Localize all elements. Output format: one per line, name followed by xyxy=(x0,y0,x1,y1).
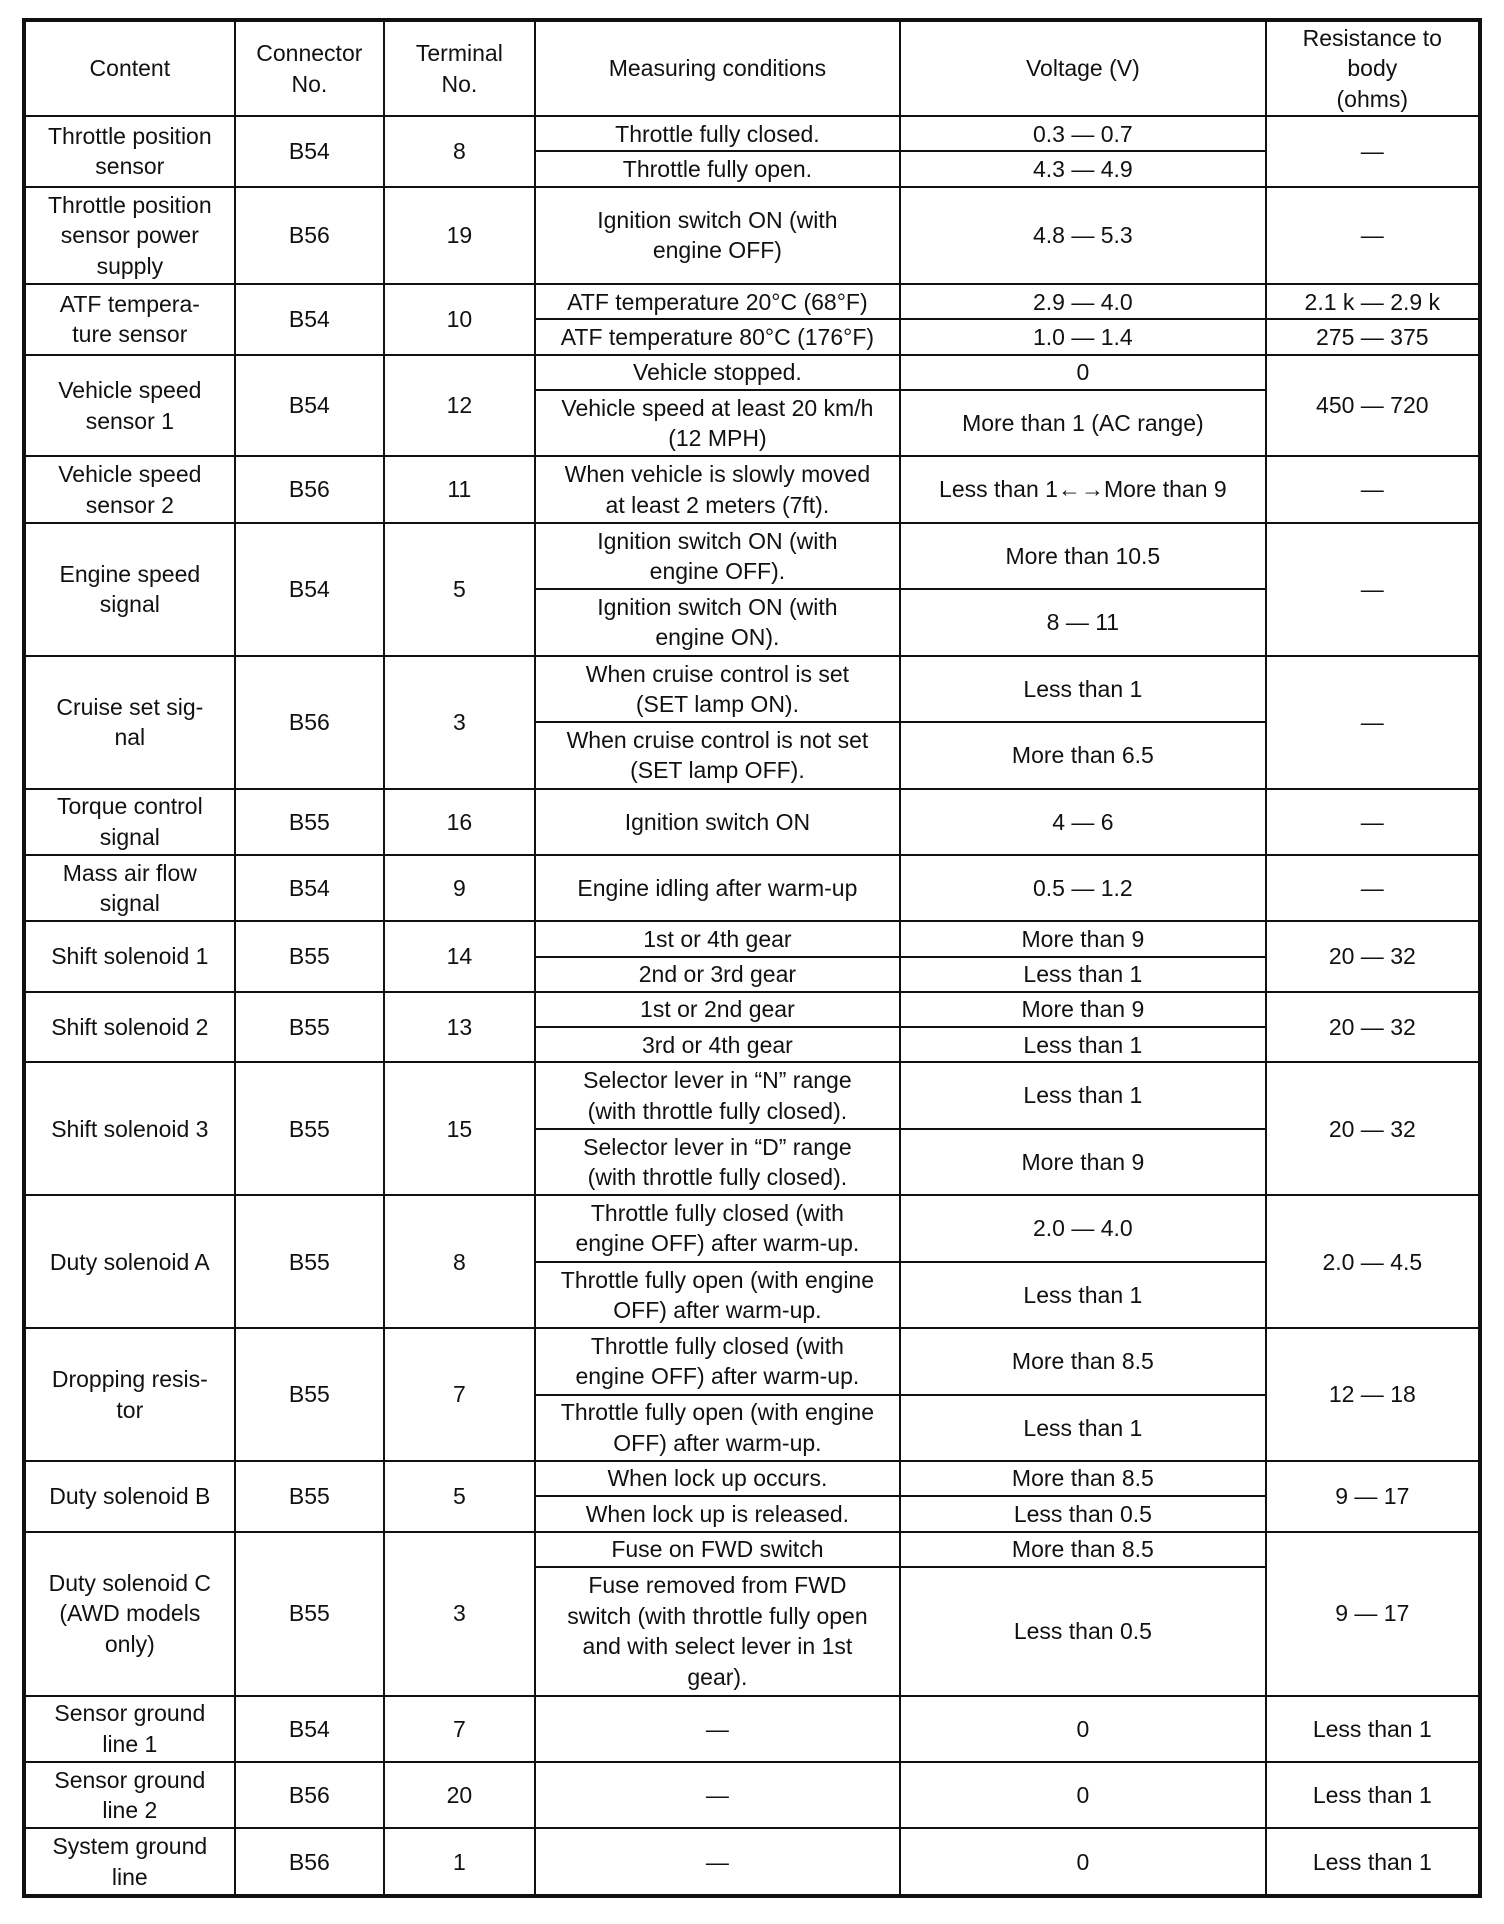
condition-cell: — xyxy=(535,1696,900,1762)
table-row xyxy=(26,1762,1478,1828)
voltage-cell: More than 8.5 xyxy=(900,1328,1265,1394)
header-resistance: Resistance to body (ohms) xyxy=(1266,22,1478,116)
resistance-cell: 2.0 — 4.5 xyxy=(1266,1195,1478,1328)
condition-cell: 3rd or 4th gear xyxy=(535,1027,900,1062)
condition-cell: 1st or 2nd gear xyxy=(535,992,900,1027)
voltage-cell: More than 9 xyxy=(900,921,1265,956)
terminal-cell: 8 xyxy=(384,1195,535,1328)
terminal-cell: 9 xyxy=(384,855,535,921)
resistance-cell: — xyxy=(1266,789,1478,855)
condition-cell: Selector lever in “D” range (with throttle fully closed). xyxy=(535,1129,900,1195)
table-row xyxy=(26,1195,1478,1261)
connector-cell: B54 xyxy=(235,855,384,921)
condition-cell: 2nd or 3rd gear xyxy=(535,957,900,992)
voltage-cell: More than 1 (AC range) xyxy=(900,390,1265,456)
table-row xyxy=(26,1062,1478,1128)
spec-table-frame xyxy=(22,18,1482,1898)
table-row xyxy=(26,921,1478,956)
resistance-cell: — xyxy=(1266,116,1478,187)
resistance-cell: 275 — 375 xyxy=(1266,319,1478,354)
resistance-cell: 20 — 32 xyxy=(1266,992,1478,1063)
voltage-cell: Less than 1 xyxy=(900,957,1265,992)
resistance-cell: 2.1 k — 2.9 k xyxy=(1266,284,1478,319)
content-cell: Cruise set sig- nal xyxy=(26,656,235,789)
connector-cell: B55 xyxy=(235,1062,384,1195)
voltage-cell: More than 8.5 xyxy=(900,1532,1265,1567)
voltage-cell: 1.0 — 1.4 xyxy=(900,319,1265,354)
voltage-cell: More than 9 xyxy=(900,1129,1265,1195)
condition-cell: ATF temperature 20°C (68°F) xyxy=(535,284,900,319)
terminal-cell: 5 xyxy=(384,1461,535,1532)
content-cell: Duty solenoid A xyxy=(26,1195,235,1328)
terminal-cell: 7 xyxy=(384,1696,535,1762)
resistance-cell: 9 — 17 xyxy=(1266,1461,1478,1532)
table-row xyxy=(26,1328,1478,1394)
terminal-cell: 3 xyxy=(384,1532,535,1696)
resistance-cell: — xyxy=(1266,523,1478,656)
condition-cell: Engine idling after warm-up xyxy=(535,855,900,921)
connector-cell: B55 xyxy=(235,1461,384,1532)
table-row xyxy=(26,656,1478,722)
connector-cell: B56 xyxy=(235,1828,384,1894)
voltage-cell: 2.0 — 4.0 xyxy=(900,1195,1265,1261)
content-cell: Shift solenoid 1 xyxy=(26,921,235,992)
resistance-cell: 20 — 32 xyxy=(1266,1062,1478,1195)
condition-cell: When lock up occurs. xyxy=(535,1461,900,1496)
voltage-cell: Less than 1 xyxy=(900,1027,1265,1062)
voltage-cell: 0.3 — 0.7 xyxy=(900,116,1265,151)
condition-cell: — xyxy=(535,1762,900,1828)
connector-cell: B56 xyxy=(235,456,384,522)
table-row xyxy=(26,789,1478,855)
connector-cell: B55 xyxy=(235,1195,384,1328)
condition-cell: 1st or 4th gear xyxy=(535,921,900,956)
content-cell: Engine speed signal xyxy=(26,523,235,656)
voltage-cell: Less than 1←→More than 9 xyxy=(900,456,1265,522)
content-cell: Shift solenoid 2 xyxy=(26,992,235,1063)
table-row xyxy=(26,1696,1478,1762)
condition-cell: Vehicle speed at least 20 km/h (12 MPH) xyxy=(535,390,900,456)
table-row xyxy=(26,992,1478,1027)
condition-cell: When vehicle is slowly moved at least 2 meters (7ft). xyxy=(535,456,900,522)
terminal-cell: 20 xyxy=(384,1762,535,1828)
connector-cell: B56 xyxy=(235,187,384,285)
resistance-cell: — xyxy=(1266,456,1478,522)
content-cell: Mass air flow signal xyxy=(26,855,235,921)
table-body xyxy=(26,116,1478,1894)
content-cell: Throttle position sensor power supply xyxy=(26,187,235,285)
header-content: Content xyxy=(26,22,235,116)
voltage-cell: 4 — 6 xyxy=(900,789,1265,855)
content-cell: System ground line xyxy=(26,1828,235,1894)
condition-cell: ATF temperature 80°C (176°F) xyxy=(535,319,900,354)
condition-cell: Selector lever in “N” range (with throttle fully closed). xyxy=(535,1062,900,1128)
header-row xyxy=(26,22,1478,116)
voltage-cell: Less than 1 xyxy=(900,1262,1265,1328)
voltage-cell: Less than 1 xyxy=(900,656,1265,722)
table-row xyxy=(26,1461,1478,1496)
terminal-cell: 13 xyxy=(384,992,535,1063)
condition-cell: Throttle fully open. xyxy=(535,151,900,186)
voltage-cell: 0.5 — 1.2 xyxy=(900,855,1265,921)
content-cell: Duty solenoid C (AWD models only) xyxy=(26,1532,235,1696)
condition-cell: Fuse removed from FWD switch (with throttle fully open and with select lever in 1st gear). xyxy=(535,1567,900,1696)
condition-cell: When lock up is released. xyxy=(535,1496,900,1531)
connector-cell: B55 xyxy=(235,921,384,992)
condition-cell: — xyxy=(535,1828,900,1894)
voltage-cell: 4.8 — 5.3 xyxy=(900,187,1265,285)
condition-cell: Throttle fully open (with engine OFF) after warm-up. xyxy=(535,1262,900,1328)
voltage-cell: More than 9 xyxy=(900,992,1265,1027)
content-cell: Vehicle speed sensor 2 xyxy=(26,456,235,522)
voltage-cell: 8 — 11 xyxy=(900,589,1265,655)
terminal-cell: 19 xyxy=(384,187,535,285)
condition-cell: Ignition switch ON xyxy=(535,789,900,855)
terminal-cell: 16 xyxy=(384,789,535,855)
content-cell: ATF tempera- ture sensor xyxy=(26,284,235,355)
header-connector: Connector No. xyxy=(235,22,384,116)
voltage-cell: More than 8.5 xyxy=(900,1461,1265,1496)
resistance-cell: Less than 1 xyxy=(1266,1828,1478,1894)
condition-cell: Throttle fully open (with engine OFF) after warm-up. xyxy=(535,1395,900,1461)
connector-cell: B54 xyxy=(235,523,384,656)
voltage-cell: Less than 1 xyxy=(900,1062,1265,1128)
content-cell: Sensor ground line 2 xyxy=(26,1762,235,1828)
terminal-cell: 14 xyxy=(384,921,535,992)
content-cell: Throttle position sensor xyxy=(26,116,235,187)
voltage-cell: More than 6.5 xyxy=(900,722,1265,788)
voltage-cell: Less than 0.5 xyxy=(900,1496,1265,1531)
table-row xyxy=(26,284,1478,319)
voltage-cell: 0 xyxy=(900,1696,1265,1762)
terminal-cell: 8 xyxy=(384,116,535,187)
table-row xyxy=(26,187,1478,285)
condition-cell: Throttle fully closed (with engine OFF) after warm-up. xyxy=(535,1195,900,1261)
voltage-cell: 4.3 — 4.9 xyxy=(900,151,1265,186)
condition-cell: Ignition switch ON (with engine ON). xyxy=(535,589,900,655)
content-cell: Vehicle speed sensor 1 xyxy=(26,355,235,457)
content-cell: Dropping resis- tor xyxy=(26,1328,235,1461)
terminal-cell: 3 xyxy=(384,656,535,789)
condition-cell: Vehicle stopped. xyxy=(535,355,900,390)
connector-cell: B54 xyxy=(235,1696,384,1762)
table-row xyxy=(26,1828,1478,1894)
table-row xyxy=(26,355,1478,390)
table-row xyxy=(26,116,1478,151)
resistance-cell: 20 — 32 xyxy=(1266,921,1478,992)
resistance-cell: 12 — 18 xyxy=(1266,1328,1478,1461)
content-cell: Duty solenoid B xyxy=(26,1461,235,1532)
resistance-cell: 9 — 17 xyxy=(1266,1532,1478,1696)
resistance-cell: — xyxy=(1266,187,1478,285)
content-cell: Torque control signal xyxy=(26,789,235,855)
condition-cell: When cruise control is set (SET lamp ON). xyxy=(535,656,900,722)
connector-cell: B56 xyxy=(235,1762,384,1828)
terminal-spec-table xyxy=(26,22,1478,1894)
terminal-cell: 11 xyxy=(384,456,535,522)
condition-cell: Throttle fully closed (with engine OFF) after warm-up. xyxy=(535,1328,900,1394)
condition-cell: Ignition switch ON (with engine OFF). xyxy=(535,523,900,589)
resistance-cell: — xyxy=(1266,855,1478,921)
table-row xyxy=(26,855,1478,921)
resistance-cell: 450 — 720 xyxy=(1266,355,1478,457)
connector-cell: B55 xyxy=(235,789,384,855)
terminal-cell: 1 xyxy=(384,1828,535,1894)
header-voltage: Voltage (V) xyxy=(900,22,1265,116)
terminal-cell: 5 xyxy=(384,523,535,656)
voltage-cell: Less than 0.5 xyxy=(900,1567,1265,1696)
resistance-cell: Less than 1 xyxy=(1266,1762,1478,1828)
condition-cell: Throttle fully closed. xyxy=(535,116,900,151)
voltage-cell: 0 xyxy=(900,355,1265,390)
voltage-cell: More than 10.5 xyxy=(900,523,1265,589)
terminal-cell: 10 xyxy=(384,284,535,355)
table-row xyxy=(26,456,1478,522)
resistance-cell: — xyxy=(1266,656,1478,789)
connector-cell: B54 xyxy=(235,284,384,355)
connector-cell: B54 xyxy=(235,355,384,457)
connector-cell: B54 xyxy=(235,116,384,187)
voltage-cell: 0 xyxy=(900,1828,1265,1894)
table-row xyxy=(26,1532,1478,1567)
connector-cell: B56 xyxy=(235,656,384,789)
content-cell: Sensor ground line 1 xyxy=(26,1696,235,1762)
header-conditions: Measuring conditions xyxy=(535,22,900,116)
connector-cell: B55 xyxy=(235,992,384,1063)
content-cell: Shift solenoid 3 xyxy=(26,1062,235,1195)
connector-cell: B55 xyxy=(235,1328,384,1461)
header-terminal: Terminal No. xyxy=(384,22,535,116)
condition-cell: Fuse on FWD switch xyxy=(535,1532,900,1567)
voltage-cell: Less than 1 xyxy=(900,1395,1265,1461)
voltage-cell: 0 xyxy=(900,1762,1265,1828)
terminal-cell: 15 xyxy=(384,1062,535,1195)
condition-cell: Ignition switch ON (with engine OFF) xyxy=(535,187,900,285)
table-row xyxy=(26,523,1478,589)
terminal-cell: 12 xyxy=(384,355,535,457)
connector-cell: B55 xyxy=(235,1532,384,1696)
resistance-cell: Less than 1 xyxy=(1266,1696,1478,1762)
terminal-cell: 7 xyxy=(384,1328,535,1461)
voltage-cell: 2.9 — 4.0 xyxy=(900,284,1265,319)
condition-cell: When cruise control is not set (SET lamp OFF). xyxy=(535,722,900,788)
